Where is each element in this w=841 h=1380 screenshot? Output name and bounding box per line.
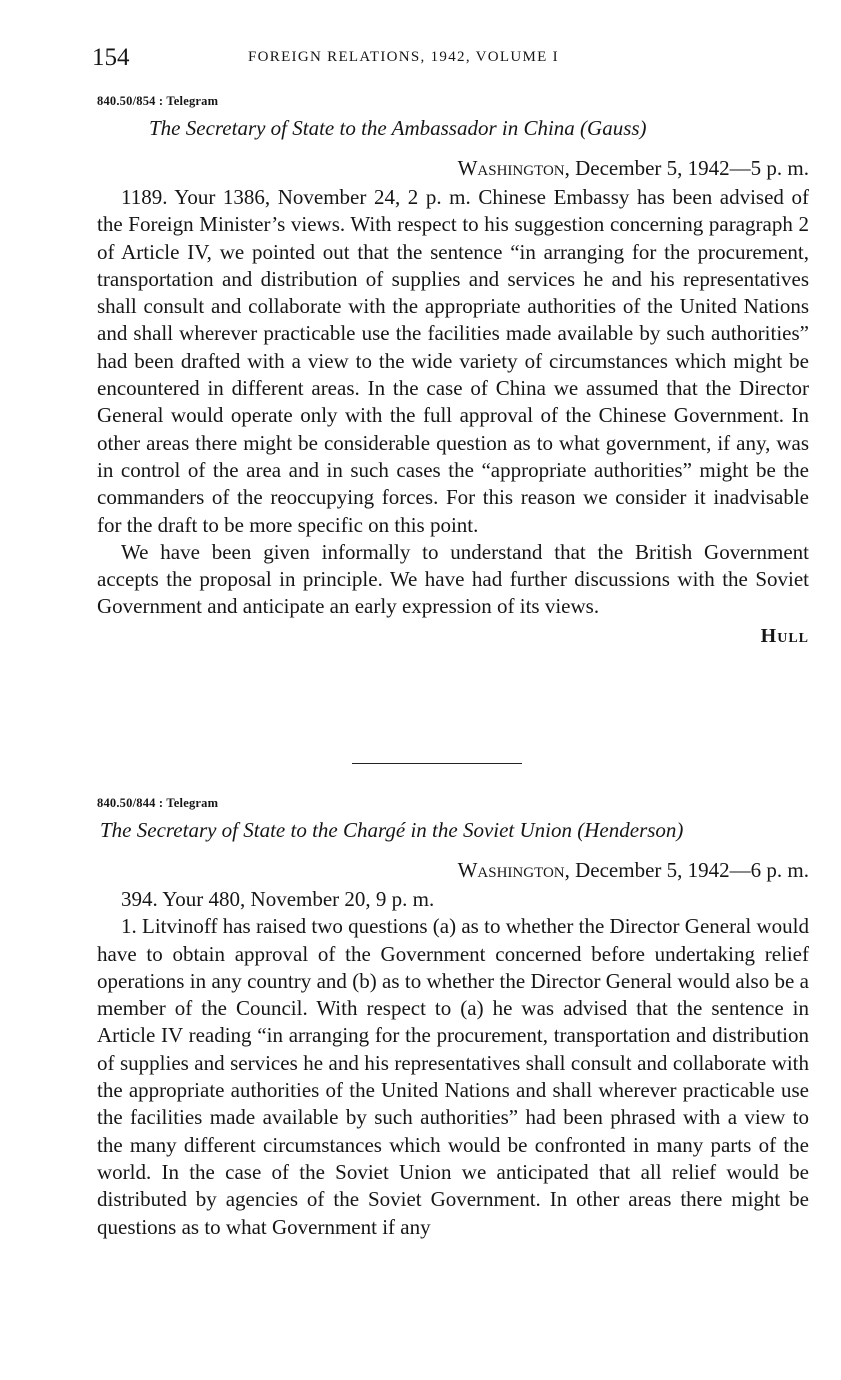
dateline — [97, 154, 809, 182]
body-paragraph: 1189. Your 1386, November 24, 2 p. m. Chinese Embassy has been advised of the Foreign Minister’s views. With respect to his suggestion concerning paragraph 2 of Article IV, we pointed out that the sentence “in arranging for the procurement, transportation and distribution of supplies and services he and his representatives shall consult and collaborate with the appropriate authorities of the United Nations and shall wherever practicable use the facilities made available by such authorities” had been drafted with a view to the wide variety of circumstances which might be encountered in different areas. In the case of China we assumed that the Director General would operate only with the full approval of the Chinese Government. In other areas there might be considerable question as to what government, if any, was in control of the area and in such cases the “appropriate authorities” might be the commanders of the reoccupying forces. For this reason we consider it inadvisable for the draft to be more specific on this point. — [97, 185, 809, 537]
body-paragraph: 394. Your 480, November 20, 9 p. m. — [121, 887, 435, 911]
document-title: The Secretary of State to the Chargé in the Soviet Union (Henderson) — [100, 818, 684, 842]
page-number: 154 — [92, 44, 130, 71]
signature: Hull — [760, 624, 809, 647]
telegram-to-china — [97, 94, 809, 648]
dateline-date: , December 5, 1942—6 p. m. — [564, 858, 809, 882]
section-divider — [352, 763, 522, 764]
running-head — [92, 44, 808, 78]
telegram-to-soviet-union — [97, 796, 809, 1241]
file-reference: 840.50/844 : Telegram — [97, 796, 219, 810]
dateline-date: , December 5, 1942—5 p. m. — [564, 156, 809, 180]
body-paragraph: 1. Litvinoff has raised two questions (a) as to whether the Director General would have to obtain approval of the Government concerned before undertaking relief operations in any country and (b) as to whether the Director General would also be a member of the Council. With respect to (a) he was advised that the sentence in Article IV reading “in arranging for the procurement, transportation and distribution of supplies and services he and his representatives shall consult and collaborate with the appropriate authorities of the United Nations and shall wherever practicable use the facilities made available by such authorities” had been phrased with a view to the many different circumstances which would be confronted in many parts of the world. In the case of the Soviet Union we anticipated that all relief would be distributed by agencies of the Soviet Government. In other areas there might be questions as to what Government if any — [97, 914, 809, 1239]
file-reference: 840.50/854 : Telegram — [97, 94, 219, 108]
running-head-title: FOREIGN RELATIONS, 1942, VOLUME I — [248, 49, 559, 65]
dateline — [97, 856, 809, 884]
document-title: The Secretary of State to the Ambassador in China (Gauss) — [149, 116, 647, 140]
body-paragraph: We have been given informally to understand that the British Government accepts the proposal in principle. We have had further discussions with the Soviet Government and anticipate an early expression of its views. — [97, 539, 809, 619]
dateline-place: Washington — [457, 858, 565, 882]
dateline-place: Washington — [457, 156, 565, 180]
